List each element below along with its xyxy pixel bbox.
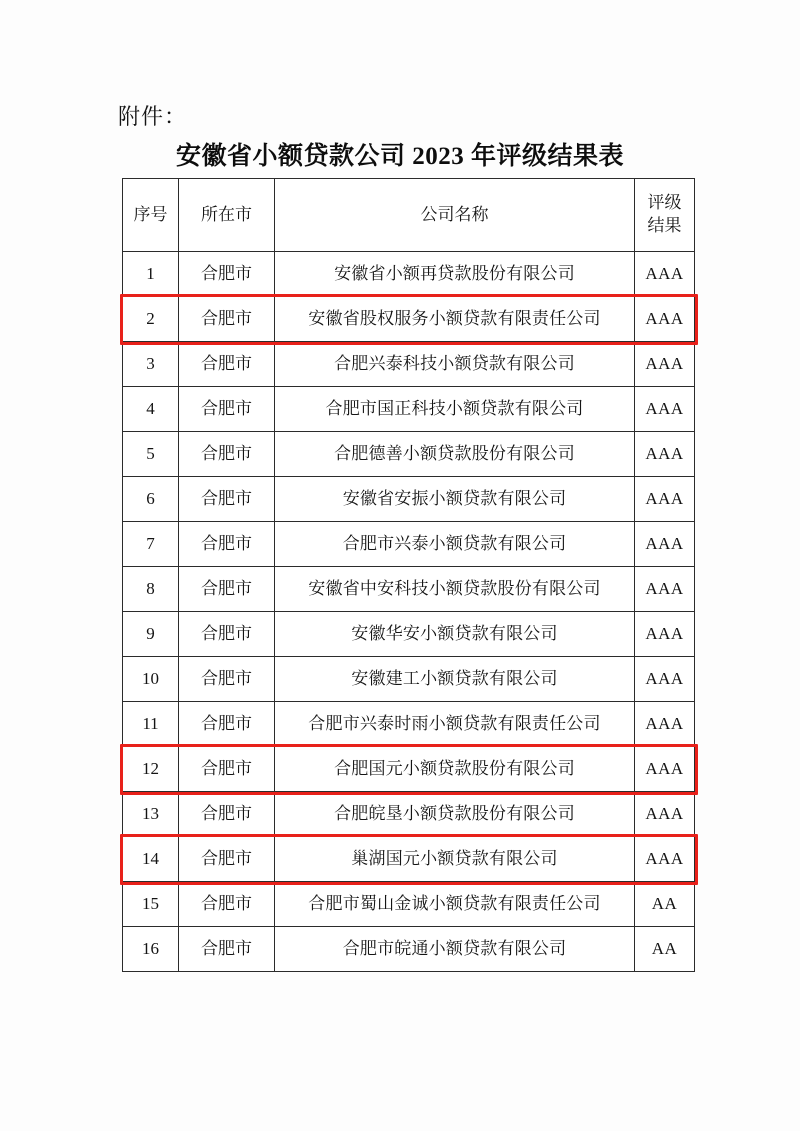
cell-seq: 2 bbox=[123, 297, 179, 342]
cell-city: 合肥市 bbox=[179, 522, 275, 567]
cell-company-name: 巢湖国元小额贷款有限公司 bbox=[275, 837, 635, 882]
cell-seq: 1 bbox=[123, 252, 179, 297]
cell-rating: AAA bbox=[635, 747, 695, 792]
cell-company-name: 合肥市皖通小额贷款有限公司 bbox=[275, 927, 635, 972]
table-row bbox=[123, 477, 695, 522]
cell-seq: 16 bbox=[123, 927, 179, 972]
table-row bbox=[123, 522, 695, 567]
table-row bbox=[123, 387, 695, 432]
cell-company-name: 安徽省小额再贷款股份有限公司 bbox=[275, 252, 635, 297]
table-row bbox=[123, 567, 695, 612]
table-row bbox=[123, 927, 695, 972]
cell-seq: 10 bbox=[123, 657, 179, 702]
cell-city: 合肥市 bbox=[179, 387, 275, 432]
cell-city: 合肥市 bbox=[179, 882, 275, 927]
table-row bbox=[123, 432, 695, 477]
cell-city: 合肥市 bbox=[179, 297, 275, 342]
table-row bbox=[123, 297, 695, 342]
cell-company-name: 合肥国元小额贷款股份有限公司 bbox=[275, 747, 635, 792]
table-row bbox=[123, 747, 695, 792]
cell-rating: AAA bbox=[635, 567, 695, 612]
cell-rating: AAA bbox=[635, 387, 695, 432]
cell-company-name: 合肥兴泰科技小额贷款有限公司 bbox=[275, 342, 635, 387]
cell-company-name: 合肥市国正科技小额贷款有限公司 bbox=[275, 387, 635, 432]
cell-rating: AAA bbox=[635, 477, 695, 522]
cell-company-name: 合肥皖垦小额贷款股份有限公司 bbox=[275, 792, 635, 837]
cell-city: 合肥市 bbox=[179, 432, 275, 477]
column-header-rating-line1: 评级 bbox=[647, 193, 682, 213]
cell-seq: 9 bbox=[123, 612, 179, 657]
cell-company-name: 安徽华安小额贷款有限公司 bbox=[275, 612, 635, 657]
cell-city: 合肥市 bbox=[179, 702, 275, 747]
table-row bbox=[123, 792, 695, 837]
cell-seq: 7 bbox=[123, 522, 179, 567]
table-row bbox=[123, 612, 695, 657]
table-row bbox=[123, 657, 695, 702]
column-header-city: 所在市 bbox=[179, 179, 275, 252]
table-body bbox=[123, 252, 695, 972]
cell-seq: 15 bbox=[123, 882, 179, 927]
table-row bbox=[123, 252, 695, 297]
cell-company-name: 合肥德善小额贷款股份有限公司 bbox=[275, 432, 635, 477]
cell-company-name: 安徽省股权服务小额贷款有限责任公司 bbox=[275, 297, 635, 342]
cell-seq: 14 bbox=[123, 837, 179, 882]
table-row bbox=[123, 702, 695, 747]
cell-city: 合肥市 bbox=[179, 792, 275, 837]
cell-seq: 6 bbox=[123, 477, 179, 522]
cell-company-name: 安徽省中安科技小额贷款股份有限公司 bbox=[275, 567, 635, 612]
cell-rating: AAA bbox=[635, 612, 695, 657]
column-header-seq: 序号 bbox=[123, 179, 179, 252]
cell-seq: 12 bbox=[123, 747, 179, 792]
table-row bbox=[123, 882, 695, 927]
cell-rating: AAA bbox=[635, 252, 695, 297]
column-header-rating-line2: 结果 bbox=[647, 216, 682, 235]
cell-seq: 4 bbox=[123, 387, 179, 432]
rating-result-table bbox=[122, 178, 695, 972]
cell-rating: AA bbox=[635, 927, 695, 972]
table-row bbox=[123, 342, 695, 387]
column-header-rating bbox=[635, 179, 695, 252]
cell-rating: AA bbox=[635, 882, 695, 927]
cell-seq: 5 bbox=[123, 432, 179, 477]
cell-city: 合肥市 bbox=[179, 477, 275, 522]
cell-city: 合肥市 bbox=[179, 342, 275, 387]
cell-company-name: 安徽省安振小额贷款有限公司 bbox=[275, 477, 635, 522]
rating-table-container bbox=[122, 178, 694, 972]
cell-city: 合肥市 bbox=[179, 837, 275, 882]
cell-seq: 8 bbox=[123, 567, 179, 612]
cell-rating: AAA bbox=[635, 432, 695, 477]
cell-city: 合肥市 bbox=[179, 612, 275, 657]
cell-seq: 13 bbox=[123, 792, 179, 837]
cell-seq: 11 bbox=[123, 702, 179, 747]
cell-rating: AAA bbox=[635, 342, 695, 387]
cell-company-name: 合肥市兴泰时雨小额贷款有限责任公司 bbox=[275, 702, 635, 747]
page-title: 安徽省小额贷款公司 2023 年评级结果表 bbox=[175, 143, 624, 170]
attachment-label: 附件： bbox=[118, 104, 188, 129]
cell-city: 合肥市 bbox=[179, 747, 275, 792]
cell-seq: 3 bbox=[123, 342, 179, 387]
cell-rating: AAA bbox=[635, 792, 695, 837]
cell-rating: AAA bbox=[635, 657, 695, 702]
cell-company-name: 合肥市蜀山金诚小额贷款有限责任公司 bbox=[275, 882, 635, 927]
cell-city: 合肥市 bbox=[179, 927, 275, 972]
table-header-row bbox=[123, 179, 695, 252]
cell-city: 合肥市 bbox=[179, 567, 275, 612]
cell-city: 合肥市 bbox=[179, 252, 275, 297]
table-row bbox=[123, 837, 695, 882]
cell-rating: AAA bbox=[635, 522, 695, 567]
column-header-name: 公司名称 bbox=[275, 179, 635, 252]
cell-rating: AAA bbox=[635, 837, 695, 882]
cell-company-name: 合肥市兴泰小额贷款有限公司 bbox=[275, 522, 635, 567]
cell-rating: AAA bbox=[635, 702, 695, 747]
cell-city: 合肥市 bbox=[179, 657, 275, 702]
cell-company-name: 安徽建工小额贷款有限公司 bbox=[275, 657, 635, 702]
cell-rating: AAA bbox=[635, 297, 695, 342]
